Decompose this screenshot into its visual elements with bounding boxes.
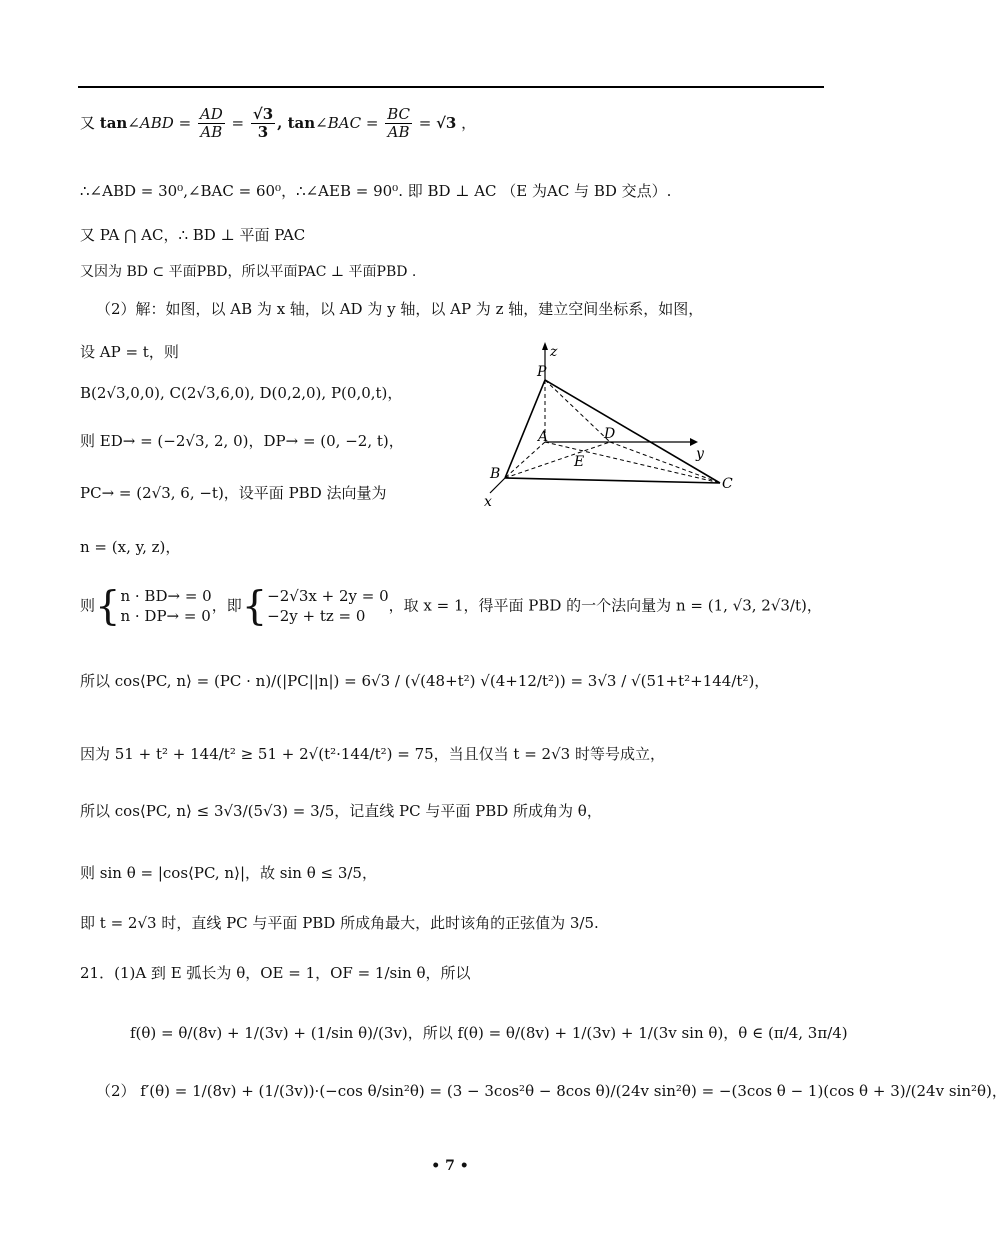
label-d: D	[604, 426, 616, 442]
label-x: x	[484, 494, 492, 510]
line-3: 又 PA ⋂ AC，∴ BD ⊥ 平面 PAC	[80, 226, 306, 244]
system-2: −2√3x + 2y = 0 −2y + tz = 0	[267, 587, 389, 626]
frac-ad-ab: $\frac{AD}{AB}$	[199, 105, 223, 142]
line-6: 设 AP = t，则	[80, 343, 179, 361]
label-c: C	[722, 476, 733, 492]
line-10: n = (x, y, z)，	[80, 538, 181, 556]
line-17: 21．(1)A 到 E 弧长为 θ，OE = 1，OF = 1/sin θ，所以	[80, 964, 471, 982]
line-12: 所以 cos⟨PC, n⟩ = (PC · n)/(|PC||n|) = 6√3 / (√(48+t²) √(4+12/t²)) = 3√3 / √(51+t²+144/t²)，	[80, 672, 770, 690]
line-9: PC→ = (2√3, 6, −t)，设平面 PBD 法向量为	[80, 484, 387, 502]
system-1: n · BD→ = 0 n · DP→ = 0	[120, 587, 212, 626]
label-p: P	[537, 364, 547, 380]
line-2: ∴∠ABD = 30⁰,∠BAC = 60⁰，∴∠AEB = 90⁰. 即 BD ⊥ AC （E 为AC 与 BD 交点）.	[80, 182, 672, 200]
page-number: • 7 •	[431, 1158, 469, 1174]
line-5: （2）解：如图，以 AB 为 x 轴，以 AD 为 y 轴，以 AP 为 z 轴，建立空间坐标系，如图，	[96, 300, 704, 318]
line-16: 即 t = 2√3 时，直线 PC 与平面 PBD 所成角最大，此时该角的正弦值为 3/5.	[80, 914, 599, 932]
line-14: 所以 cos⟨PC, n⟩ ≤ 3√3/(5√3) = 3/5，记直线 PC 与平面 PBD 所成角为 θ，	[80, 802, 602, 820]
label-b: B	[490, 466, 501, 482]
label-y: y	[696, 446, 704, 462]
header-rule	[78, 86, 824, 88]
line-18: f(θ) = θ/(8v) + 1/(3v) + (1/sin θ)/(3v)，所以 f(θ) = θ/(8v) + 1/(3v) + 1/(3v sin θ)，θ ∈ (π/4, 3π/4)	[130, 1024, 848, 1042]
line-13: 因为 51 + t² + 144/t² ≥ 51 + 2√(t²·144/t²) = 75，当且仅当 t = 2√3 时等号成立，	[80, 745, 665, 763]
line-1: 又 tan∠ABD = $\frac{AD}{AB}$ = $\frac{√3}{3}$ , tan∠BAC = $\frac{BC}{AB}$ = √3 ，	[80, 105, 477, 142]
line-19: （2） f′(θ) = 1/(8v) + (1/(3v))·(−cos θ/sin²θ) = (3 − 3cos²θ − 8cos θ)/(24v sin²θ) = −(3cos θ − 1)(cos θ + 3)/(24v sin²θ)，	[96, 1082, 1007, 1100]
line-11: 则{ n · BD→ = 0 n · DP→ = 0 ，即{ −2√3x + 2y = 0 −2y + tz = 0 ，取 x = 1，得平面 PBD 的一个法向量为 n = (1, √3, 2√3/t)，	[80, 583, 822, 630]
label-z: z	[550, 344, 558, 360]
pyramid-figure	[470, 338, 745, 513]
line-8: 则 ED→ = (−2√3, 2, 0)，DP→ = (0, −2, t)，	[80, 432, 404, 450]
frac-bc-ab: $\frac{BC}{AB}$	[387, 105, 410, 142]
label-e: E	[574, 454, 585, 470]
line-4: 又因为 BD ⊂ 平面PBD，所以平面PAC ⊥ 平面PBD .	[80, 264, 417, 280]
line-15: 则 sin θ = |cos⟨PC, n⟩|，故 sin θ ≤ 3/5，	[80, 864, 377, 882]
label-a: A	[538, 429, 549, 445]
line-7: B(2√3,0,0), C(2√3,6,0), D(0,2,0), P(0,0,t)，	[80, 384, 403, 402]
frac-sqrt3-3: $\frac{√3}{3}$	[252, 105, 274, 142]
